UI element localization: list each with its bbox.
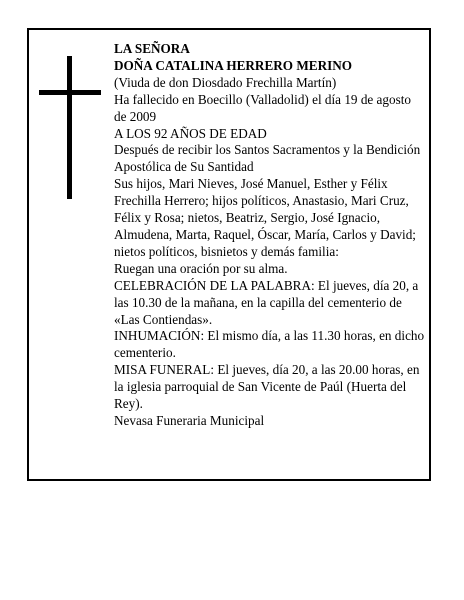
family-list: Sus hijos, Mari Nieves, José Manuel, Esther y Félix Frechilla Herrero; hijos políticos, Anastasio, Mari Cruz, Félix y Rosa; nietos, Beatriz, Sergio, José Ignacio, Almudena, Marta, Raquel, Óscar, María, Carlos y David; nietos políticos, bisnietos y demás familia: (114, 176, 416, 259)
age-line: A LOS 92 AÑOS DE EDAD (114, 125, 267, 141)
prayer-request: Ruegan una oración por su alma. (114, 260, 288, 276)
funeral-mass-info: MISA FUNERAL: El jueves, día 20, a las 20.00 horas, en la iglesia parroquial de San Vicente de Paúl (Huerta del Rey). (114, 362, 420, 412)
cross-vertical-bar (67, 56, 72, 199)
burial-info: INHUMACIÓN: El mismo día, a las 11.30 horas, en dicho cementerio. (114, 328, 425, 361)
deceased-name: DOÑA CATALINA HERRERO MERINO (114, 57, 353, 73)
obituary-notice (27, 28, 431, 481)
funeral-home: Nevasa Funeraria Municipal (114, 412, 265, 428)
obituary-text (114, 41, 426, 430)
obituary-title: LA SEÑORA (114, 41, 190, 56)
celebration-info: CELEBRACIÓN DE LA PALABRA: El jueves, día 20, a las 10.30 de la mañana, en la capilla del cementerio de «Las Contiendas». (114, 277, 419, 327)
sacraments-line: Después de recibir los Santos Sacramentos y la Bendición Apostólica de Su Santidad (114, 142, 421, 175)
death-info: Ha fallecido en Boecillo (Valladolid) el día 19 de agosto de 2009 (114, 91, 411, 124)
cross-horizontal-bar (39, 90, 101, 95)
widow-of-line: (Viuda de don Diosdado Frechilla Martín) (114, 74, 337, 90)
